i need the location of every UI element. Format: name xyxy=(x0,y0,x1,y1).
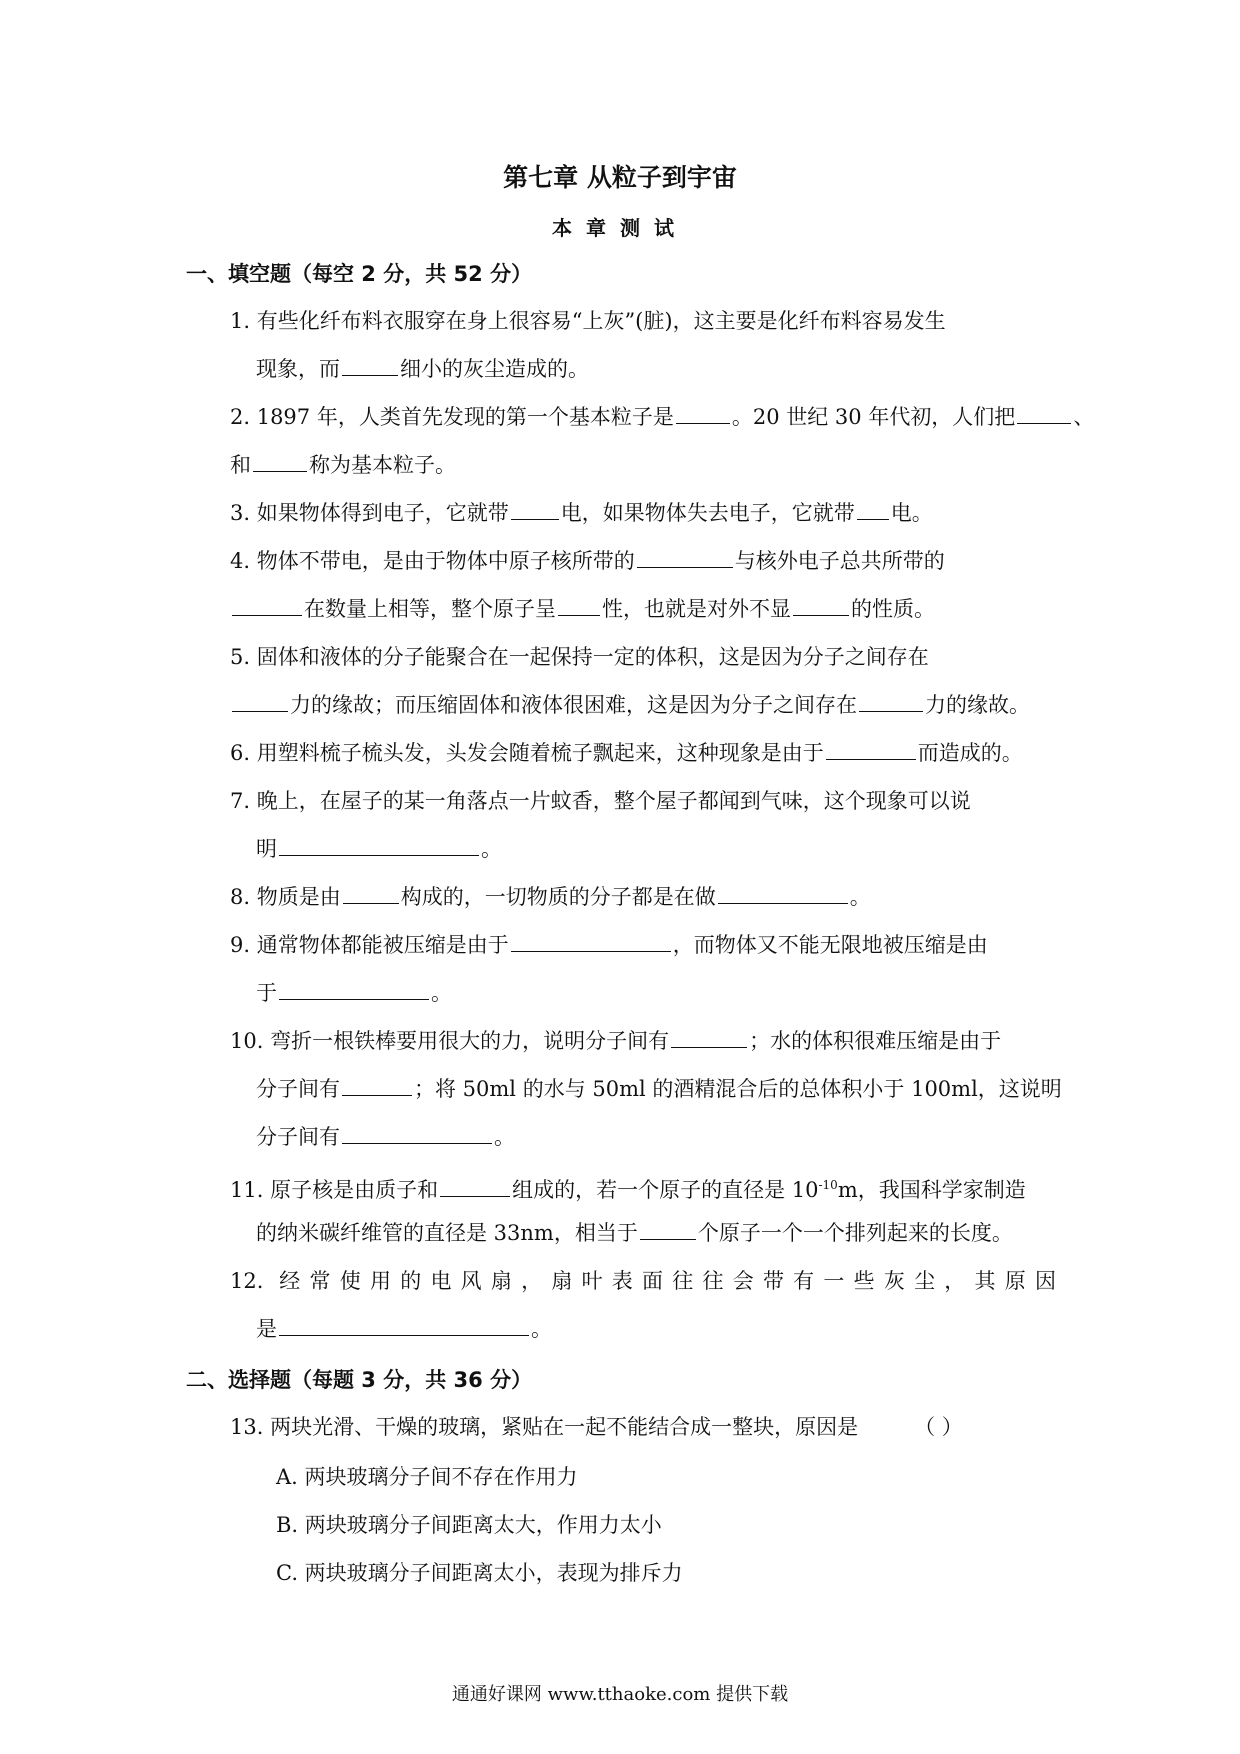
answer-blank[interactable] xyxy=(232,595,302,616)
answer-blank[interactable] xyxy=(859,691,923,712)
question-11-line-1: 11. 原子核是由质子和 组成的，若一个原子的直径是 $10^{-10}m$，我国科学家制造 xyxy=(230,1178,1026,1202)
answer-blank[interactable] xyxy=(440,1176,510,1197)
question-1-line-2: 现象，而 细小的灰尘造成的。 xyxy=(256,357,589,381)
answer-blank[interactable] xyxy=(676,403,730,424)
answer-blank[interactable] xyxy=(718,883,848,904)
answer-blank[interactable] xyxy=(232,691,288,712)
question-10-line-2: 分子间有 ；将 50ml 的水与 50ml 的酒精混合后的总体积小于 100ml，这说明 xyxy=(256,1077,1062,1101)
question-2-line-2: 和 称为基本粒子。 xyxy=(230,453,456,477)
answer-blank[interactable] xyxy=(793,595,849,616)
question-7-line-2: 明 。 xyxy=(256,837,502,861)
answer-blank[interactable] xyxy=(342,355,398,376)
option-b[interactable]: B. 两块玻璃分子间距离太大，作用力太小 xyxy=(276,1513,662,1537)
answer-blank[interactable] xyxy=(1017,403,1071,424)
answer-blank[interactable] xyxy=(637,547,733,568)
answer-blank[interactable] xyxy=(511,499,559,520)
option-a[interactable]: A. 两块玻璃分子间不存在作用力 xyxy=(276,1465,578,1489)
question-7-line-1: 7. 晚上，在屋子的某一角落点一片蚊香，整个屋子都闻到气味，这个现象可以说 xyxy=(230,789,971,813)
answer-blank[interactable] xyxy=(826,739,916,760)
answer-blank[interactable] xyxy=(640,1219,696,1240)
answer-blank[interactable] xyxy=(279,979,429,1000)
answer-blank[interactable] xyxy=(558,595,600,616)
option-c[interactable]: C. 两块玻璃分子间距离太小，表现为排斥力 xyxy=(276,1561,683,1585)
section-heading-fill-blank: 一、填空题（每空 2 分，共 52 分） xyxy=(186,262,533,286)
question-10-line-1: 10. 弯折一根铁棒要用很大的力，说明分子间有 ；水的体积很难压缩是由于 xyxy=(230,1029,1002,1053)
answer-blank[interactable] xyxy=(279,835,479,856)
answer-blank[interactable] xyxy=(671,1027,747,1048)
page-subtitle: 本章测试 xyxy=(552,216,688,240)
question-4-line-2: 在数量上相等，整个原子呈 性，也就是对外不显 的性质。 xyxy=(230,594,1056,624)
question-6: 6. 用塑料梳子梳头发，头发会随着梳子飘起来，这种现象是由于 而造成的。 xyxy=(230,741,1023,765)
question-5-line-2: 力的缘故；而压缩固体和液体很困难，这是因为分子之间存在 力的缘故。 xyxy=(230,690,1056,720)
question-12-line-1: 12. 经常使用的电风扇，扇叶表面往往会带有一些灰尘，其原因 xyxy=(230,1269,1056,1293)
question-5-line-1: 5. 固体和液体的分子能聚合在一起保持一定的体积，这是因为分子之间存在 xyxy=(230,645,929,669)
question-10-line-3: 分子间有 。 xyxy=(256,1125,515,1149)
question-3: 3. 如果物体得到电子，它就带 电，如果物体失去电子，它就带 电。 xyxy=(230,501,933,525)
answer-parentheses[interactable]: （ ） xyxy=(914,1415,963,1439)
answer-blank[interactable] xyxy=(857,499,889,520)
answer-blank[interactable] xyxy=(343,883,399,904)
answer-blank[interactable] xyxy=(279,1315,529,1336)
section-heading-multiple-choice: 二、选择题（每题 3 分，共 36 分） xyxy=(186,1368,533,1392)
question-9-line-1: 9. 通常物体都能被压缩是由于 ，而物体又不能无限地被压缩是由 xyxy=(230,933,988,957)
page-title: 第七章 从粒子到宇宙 xyxy=(503,163,737,192)
answer-blank[interactable] xyxy=(342,1075,412,1096)
question-11-line-2: 的纳米碳纤维管的直径是 33nm，相当于 个原子一个一个排列起来的长度。 xyxy=(256,1221,1013,1245)
question-4-line-1: 4. 物体不带电，是由于物体中原子核所带的 与核外电子总共所带的 xyxy=(230,549,945,573)
question-13-stem: 13. 两块光滑、干燥的玻璃，紧贴在一起不能结合成一整块，原因是 （ ） xyxy=(230,1415,963,1439)
footer-download-note: 通通好课网 www.tthaoke.com 提供下载 xyxy=(451,1684,789,1705)
answer-blank[interactable] xyxy=(253,451,307,472)
question-8: 8. 物质是由 构成的，一切物质的分子都是在做 。 xyxy=(230,885,871,909)
question-12-line-2: 是 。 xyxy=(256,1317,552,1341)
question-9-line-2: 于 。 xyxy=(256,981,452,1005)
question-2-line-1: 2. 1897 年，人类首先发现的第一个基本粒子是 。20 世纪 30 年代初，人们把 、 xyxy=(230,405,1095,429)
question-1-line-1: 1. 有些化纤布料衣服穿在身上很容易“上灰”(脏)，这主要是化纤布料容易发生 xyxy=(230,309,946,333)
answer-blank[interactable] xyxy=(342,1123,492,1144)
answer-blank[interactable] xyxy=(511,931,671,952)
